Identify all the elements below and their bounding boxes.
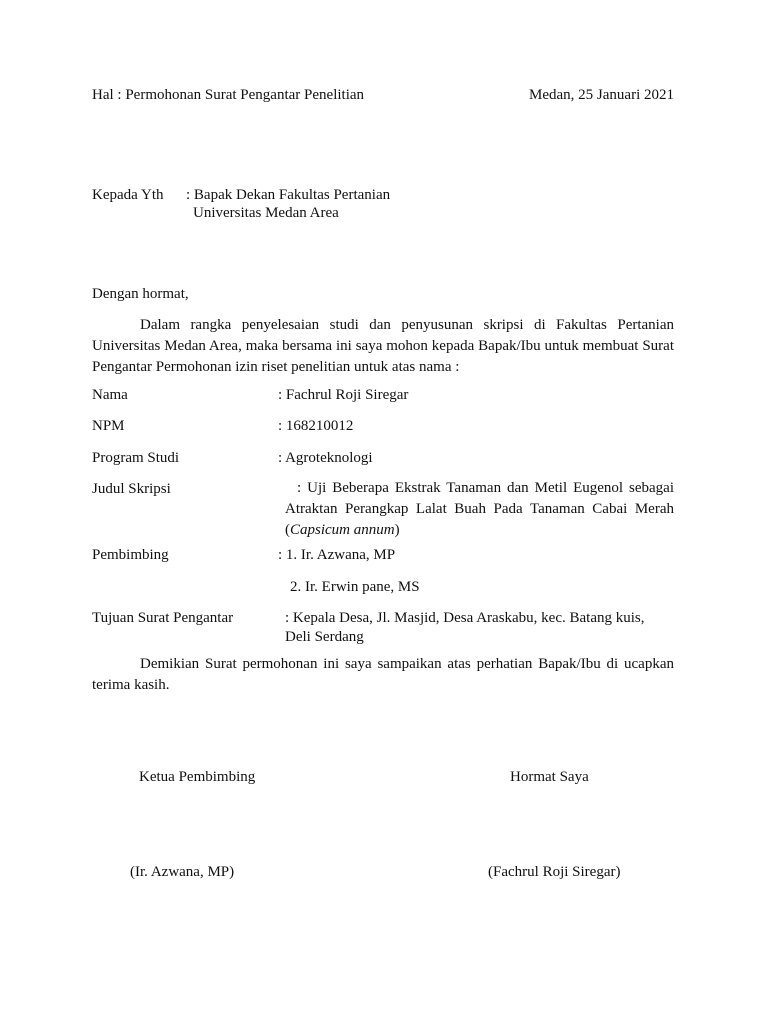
npm-label: NPM (92, 418, 125, 434)
judul-latin-name: Capsicum annum (290, 522, 395, 538)
place-date: Medan, 25 Januari 2021 (529, 87, 674, 103)
pembimbing-1: : 1. Ir. Azwana, MP (278, 547, 396, 563)
subject-line: Hal : Permohonan Surat Pengantar Penelitian (92, 87, 365, 103)
nama-label: Nama (92, 387, 128, 403)
pembimbing-2: 2. Ir. Erwin pane, MS (290, 579, 420, 595)
nama-value: : Fachrul Roji Siregar (278, 387, 409, 403)
intro-text: Dalam rangka penyelesaian studi dan penyusunan skripsi di Fakultas Pertanian Universitas Medan Area, maka bersama ini saya mohon kepada Bapak/Ibu untuk membuat Surat Pengantar Permohonan izin riset penelitian untuk atas nama : (92, 317, 674, 375)
judul-value (285, 478, 674, 541)
judul-text: : Uji Beberapa Ekstrak Tanaman dan Metil Eugenol sebagai Atraktan Perangkap Lalat Buah Pada Tanaman Cabai Merah ( (285, 480, 674, 538)
recipient-line-1: : Bapak Dekan Fakultas Pertanian (186, 187, 391, 203)
recipient-line-2: Universitas Medan Area (193, 205, 339, 221)
prodi-value: : Agroteknologi (278, 450, 373, 466)
greeting: Dengan hormat, (92, 286, 189, 302)
closing-text: Demikian Surat permohonan ini saya sampaikan atas perhatian Bapak/Ibu di ucapkan terima kasih. (92, 656, 674, 693)
tujuan-label: Tujuan Surat Pengantar (92, 610, 234, 626)
prodi-label: Program Studi (92, 450, 180, 466)
signature-left-name: (Ir. Azwana, MP) (130, 864, 235, 880)
signature-right-name: (Fachrul Roji Siregar) (488, 864, 621, 880)
judul-label: Judul Skripsi (92, 481, 171, 497)
closing-paragraph (92, 654, 674, 696)
npm-value: : 168210012 (278, 418, 354, 434)
pembimbing-label: Pembimbing (92, 547, 169, 563)
signature-right-title: Hormat Saya (510, 769, 589, 785)
intro-paragraph (92, 315, 674, 378)
recipient-label: Kepada Yth (92, 187, 164, 203)
signature-left-title: Ketua Pembimbing (139, 769, 256, 785)
tujuan-value-1: : Kepala Desa, Jl. Masjid, Desa Araskabu, kec. Batang kuis, (285, 610, 645, 626)
judul-text-end: ) (394, 522, 400, 538)
tujuan-value-2: Deli Serdang (285, 629, 364, 645)
